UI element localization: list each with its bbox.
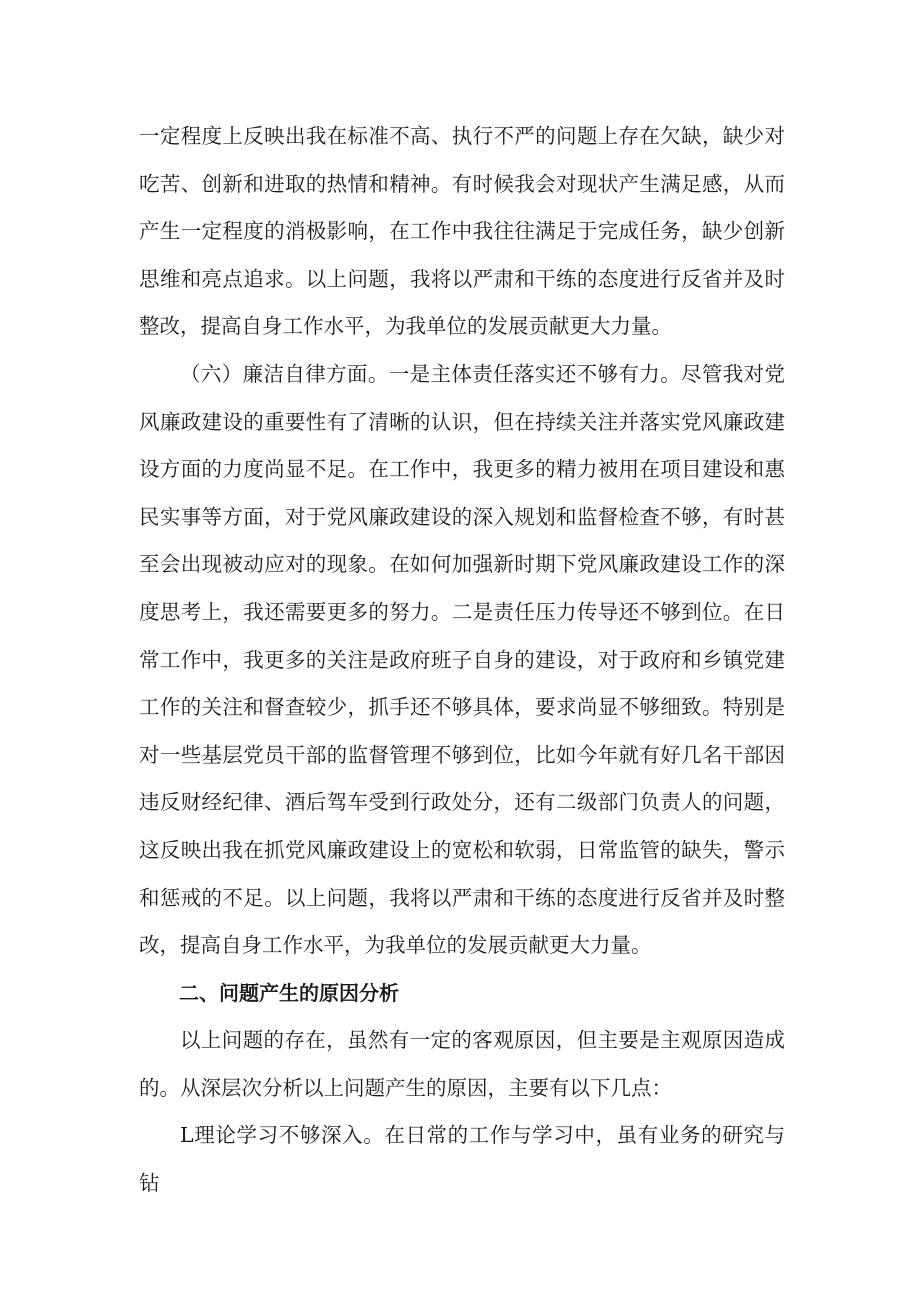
paragraph-theory-study: L理论学习不够深入。在日常的工作与学习中，虽有业务的研究与钻	[139, 1123, 785, 1196]
paragraph-cause-intro: 以上问题的存在，虽然有一定的客观原因，但主要是主观原因造成的。从深层次分析以上问题产生的原因，主要有以下几点：	[139, 1028, 785, 1100]
paragraph-continued: 一定程度上反映出我在标准不高、执行不严的问题上存在欠缺，缺少对吃苦、创新和进取的热情和精神。有时候我会对现状产生满足感，从而产生一定程度的消极影响，在工作中我往往满足于完成任务，缺少创新思维和亮点追求。以上问题，我将以严肃和干练的态度进行反省并及时整改，提高自身工作水平，为我单位的发展贡献更大力量。	[139, 124, 785, 339]
paragraph-integrity-self-discipline: （六）廉洁自律方面。一是主体责任落实还不够有力。尽管我对党风廉政建设的重要性有了清晰的认识，但在持续关注并落实党风廉政建设方面的力度尚显不足。在工作中，我更多的精力被用在项目建设和惠民实事等方面，对于党风廉政建设的深入规划和监督检查不够，有时甚至会出现被动应对的现象。在如何加强新时期下党风廉政建设工作的深度思考上，我还需要更多的努力。二是责任压力传导还不够到位。在日常工作中，我更多的关注是政府班子自身的建设，对于政府和乡镇党建工作的关注和督查较少，抓手还不够具体，要求尚显不够细致。特别是对一些基层党员干部的监督管理不够到位，比如今年就有好几名干部因违反财经纪律、酒后驾车受到行政处分，还有二级部门负责人的问题，这反映出我在抓党风廉政建设上的宽松和软弱，日常监管的缺失，警示和惩戒的不足。以上问题，我将以严肃和干练的态度进行反省并及时整改，提高自身工作水平，为我单位的发展贡献更大力量。	[139, 361, 785, 958]
document-body	[139, 113, 785, 1208]
section-heading-cause-analysis: 二、问题产生的原因分析	[179, 980, 399, 1005]
